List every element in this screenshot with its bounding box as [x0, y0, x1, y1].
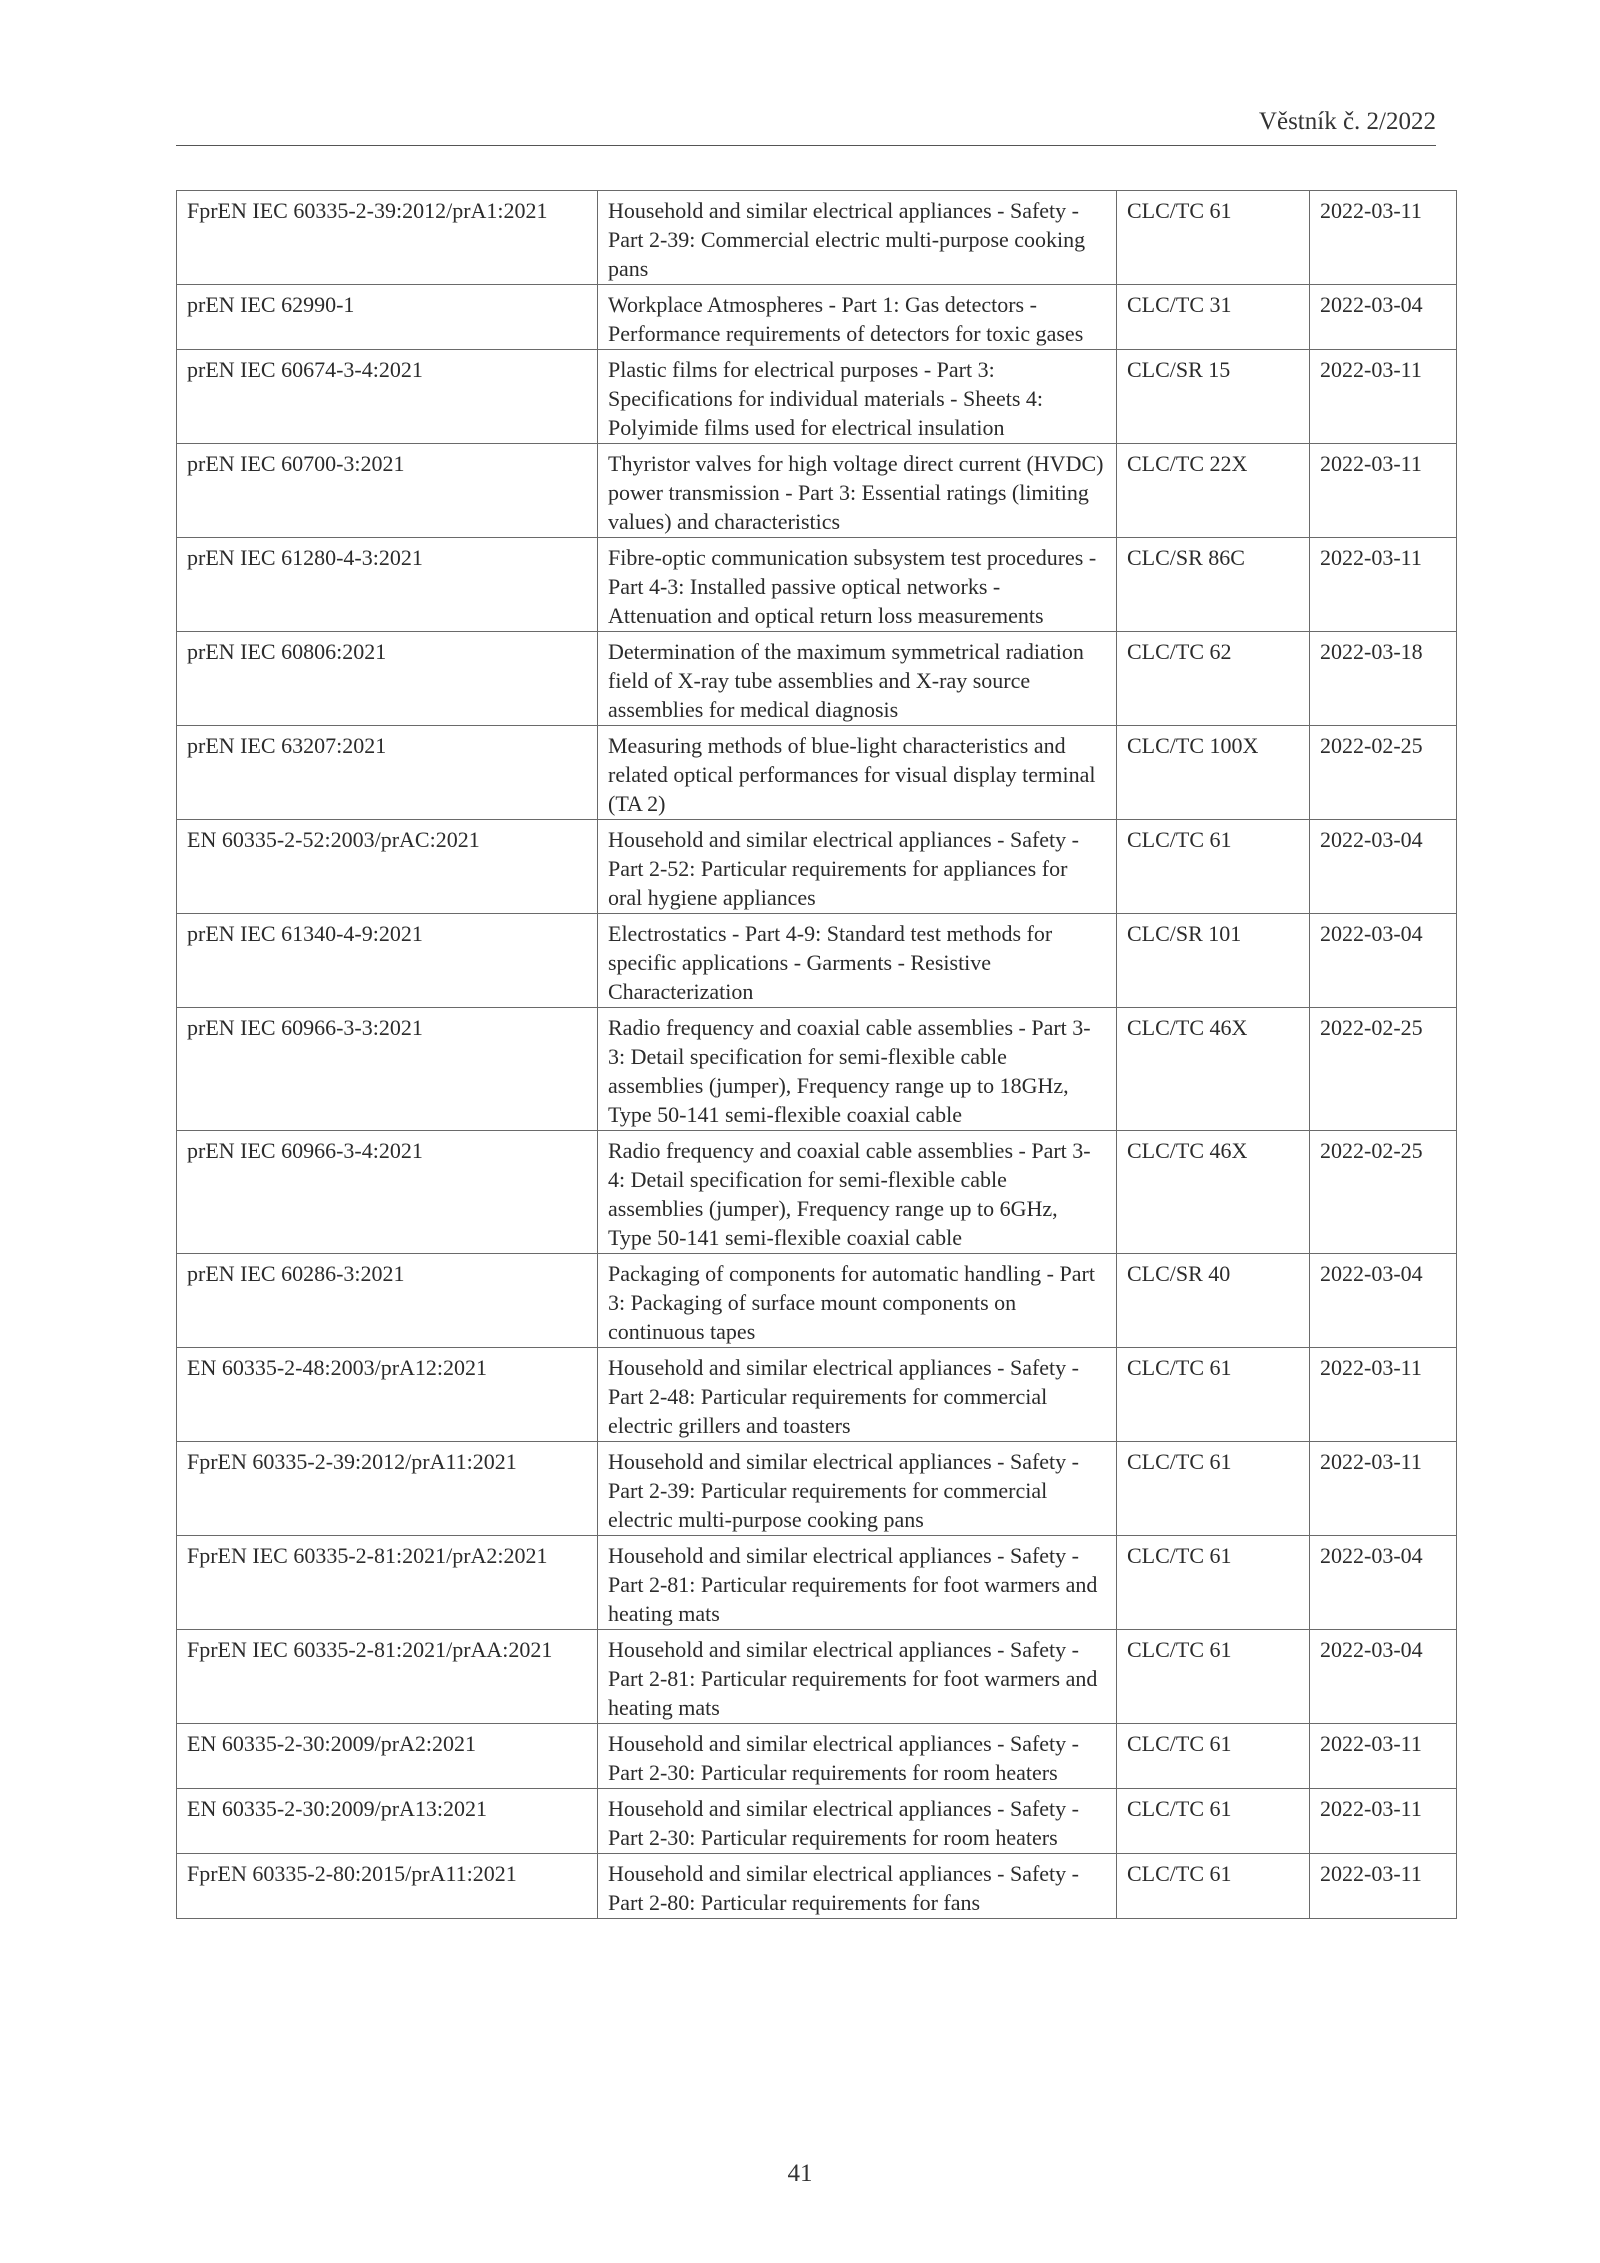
standard-title-cell: Radio frequency and coaxial cable assemblies - Part 3-3: Detail specification for semi-flexible cable assemblies (jumper), Frequency range up to 18GHz, Type 50-141 semi-flexible coaxial cable: [598, 1008, 1117, 1131]
standard-code-cell: prEN IEC 62990-1: [177, 285, 598, 350]
standard-title-cell: Radio frequency and coaxial cable assemblies - Part 3-4: Detail specification for semi-flexible cable assemblies (jumper), Frequency range up to 6GHz, Type 50-141 semi-flexible coaxial cable: [598, 1131, 1117, 1254]
table-row: [177, 1854, 1457, 1919]
standard-code-cell: FprEN IEC 60335-2-81:2021/prAA:2021: [177, 1630, 598, 1724]
header-rule: [176, 145, 1436, 146]
table-row: [177, 350, 1457, 444]
standard-title-cell: Measuring methods of blue-light characteristics and related optical performances for visual display terminal (TA 2): [598, 726, 1117, 820]
standard-title-cell: Household and similar electrical appliances - Safety - Part 2-30: Particular requirements for room heaters: [598, 1724, 1117, 1789]
table-row: [177, 444, 1457, 538]
standard-code-cell: EN 60335-2-30:2009/prA2:2021: [177, 1724, 598, 1789]
deadline-date-cell: 2022-03-04: [1310, 820, 1457, 914]
deadline-date-cell: 2022-02-25: [1310, 1131, 1457, 1254]
committee-cell: CLC/TC 61: [1117, 820, 1310, 914]
deadline-date-cell: 2022-03-11: [1310, 538, 1457, 632]
committee-cell: CLC/TC 22X: [1117, 444, 1310, 538]
table-row: [177, 1008, 1457, 1131]
committee-cell: CLC/SR 86C: [1117, 538, 1310, 632]
table-row: [177, 1131, 1457, 1254]
standard-code-cell: prEN IEC 61340-4-9:2021: [177, 914, 598, 1008]
table-row: [177, 1630, 1457, 1724]
standard-code-cell: prEN IEC 63207:2021: [177, 726, 598, 820]
table-row: [177, 538, 1457, 632]
standard-code-cell: FprEN IEC 60335-2-39:2012/prA1:2021: [177, 191, 598, 285]
standard-code-cell: prEN IEC 60674-3-4:2021: [177, 350, 598, 444]
committee-cell: CLC/TC 31: [1117, 285, 1310, 350]
committee-cell: CLC/TC 61: [1117, 1536, 1310, 1630]
committee-cell: CLC/TC 46X: [1117, 1131, 1310, 1254]
deadline-date-cell: 2022-03-18: [1310, 632, 1457, 726]
deadline-date-cell: 2022-03-04: [1310, 1254, 1457, 1348]
standard-code-cell: EN 60335-2-52:2003/prAC:2021: [177, 820, 598, 914]
standard-title-cell: Fibre-optic communication subsystem test procedures - Part 4-3: Installed passive optical networks - Attenuation and optical return loss measurements: [598, 538, 1117, 632]
standard-title-cell: Household and similar electrical appliances - Safety - Part 2-39: Commercial electric multi-purpose cooking pans: [598, 191, 1117, 285]
table-row: [177, 1254, 1457, 1348]
deadline-date-cell: 2022-03-11: [1310, 1724, 1457, 1789]
journal-header: Věstník č. 2/2022: [1258, 108, 1436, 135]
deadline-date-cell: 2022-03-11: [1310, 1789, 1457, 1854]
standards-table-body: [177, 191, 1457, 1919]
table-row: [177, 1789, 1457, 1854]
table-row: [177, 726, 1457, 820]
deadline-date-cell: 2022-03-04: [1310, 1536, 1457, 1630]
standard-code-cell: prEN IEC 60700-3:2021: [177, 444, 598, 538]
committee-cell: CLC/TC 46X: [1117, 1008, 1310, 1131]
standard-code-cell: FprEN 60335-2-39:2012/prA11:2021: [177, 1442, 598, 1536]
table-row: [177, 191, 1457, 285]
deadline-date-cell: 2022-03-11: [1310, 1854, 1457, 1919]
standards-table: [176, 190, 1457, 1919]
committee-cell: CLC/SR 15: [1117, 350, 1310, 444]
standard-title-cell: Household and similar electrical appliances - Safety - Part 2-80: Particular requirements for fans: [598, 1854, 1117, 1919]
standard-code-cell: prEN IEC 60966-3-3:2021: [177, 1008, 598, 1131]
deadline-date-cell: 2022-03-11: [1310, 444, 1457, 538]
committee-cell: CLC/TC 61: [1117, 1442, 1310, 1536]
deadline-date-cell: 2022-03-11: [1310, 1442, 1457, 1536]
standard-title-cell: Household and similar electrical appliances - Safety - Part 2-30: Particular requirements for room heaters: [598, 1789, 1117, 1854]
table-row: [177, 285, 1457, 350]
standard-title-cell: Determination of the maximum symmetrical radiation field of X-ray tube assemblies and X-ray source assemblies for medical diagnosis: [598, 632, 1117, 726]
standard-title-cell: Household and similar electrical appliances - Safety - Part 2-81: Particular requirements for foot warmers and heating mats: [598, 1536, 1117, 1630]
standard-code-cell: prEN IEC 60966-3-4:2021: [177, 1131, 598, 1254]
committee-cell: CLC/TC 100X: [1117, 726, 1310, 820]
standard-title-cell: Thyristor valves for high voltage direct current (HVDC) power transmission - Part 3: Essential ratings (limiting values) and characteristics: [598, 444, 1117, 538]
table-row: [177, 1724, 1457, 1789]
standard-title-cell: Workplace Atmospheres - Part 1: Gas detectors - Performance requirements of detectors for toxic gases: [598, 285, 1117, 350]
standard-code-cell: prEN IEC 61280-4-3:2021: [177, 538, 598, 632]
committee-cell: CLC/TC 61: [1117, 1854, 1310, 1919]
committee-cell: CLC/SR 40: [1117, 1254, 1310, 1348]
deadline-date-cell: 2022-03-04: [1310, 914, 1457, 1008]
table-row: [177, 820, 1457, 914]
standard-title-cell: Household and similar electrical appliances - Safety - Part 2-81: Particular requirements for foot warmers and heating mats: [598, 1630, 1117, 1724]
deadline-date-cell: 2022-03-11: [1310, 350, 1457, 444]
committee-cell: CLC/TC 61: [1117, 1724, 1310, 1789]
committee-cell: CLC/TC 61: [1117, 1348, 1310, 1442]
standard-title-cell: Household and similar electrical appliances - Safety - Part 2-48: Particular requirements for commercial electric grillers and toasters: [598, 1348, 1117, 1442]
table-row: [177, 914, 1457, 1008]
committee-cell: CLC/TC 61: [1117, 1789, 1310, 1854]
standard-code-cell: FprEN 60335-2-80:2015/prA11:2021: [177, 1854, 598, 1919]
table-row: [177, 632, 1457, 726]
deadline-date-cell: 2022-03-11: [1310, 191, 1457, 285]
standard-code-cell: EN 60335-2-48:2003/prA12:2021: [177, 1348, 598, 1442]
table-row: [177, 1442, 1457, 1536]
standard-title-cell: Packaging of components for automatic handling - Part 3: Packaging of surface mount components on continuous tapes: [598, 1254, 1117, 1348]
committee-cell: CLC/TC 61: [1117, 191, 1310, 285]
page-number: 41: [787, 2160, 813, 2187]
standard-code-cell: prEN IEC 60286-3:2021: [177, 1254, 598, 1348]
table-row: [177, 1536, 1457, 1630]
deadline-date-cell: 2022-02-25: [1310, 1008, 1457, 1131]
standard-title-cell: Household and similar electrical appliances - Safety - Part 2-39: Particular requirements for commercial electric multi-purpose cooking pans: [598, 1442, 1117, 1536]
deadline-date-cell: 2022-03-11: [1310, 1348, 1457, 1442]
committee-cell: CLC/TC 61: [1117, 1630, 1310, 1724]
standard-title-cell: Electrostatics - Part 4-9: Standard test methods for specific applications - Garments - Resistive Characterization: [598, 914, 1117, 1008]
committee-cell: CLC/SR 101: [1117, 914, 1310, 1008]
standard-code-cell: FprEN IEC 60335-2-81:2021/prA2:2021: [177, 1536, 598, 1630]
standard-title-cell: Plastic films for electrical purposes - Part 3: Specifications for individual materials - Sheets 4: Polyimide films used for electrical insulation: [598, 350, 1117, 444]
deadline-date-cell: 2022-02-25: [1310, 726, 1457, 820]
committee-cell: CLC/TC 62: [1117, 632, 1310, 726]
deadline-date-cell: 2022-03-04: [1310, 1630, 1457, 1724]
standard-title-cell: Household and similar electrical appliances - Safety - Part 2-52: Particular requirements for appliances for oral hygiene appliances: [598, 820, 1117, 914]
deadline-date-cell: 2022-03-04: [1310, 285, 1457, 350]
standard-code-cell: prEN IEC 60806:2021: [177, 632, 598, 726]
table-row: [177, 1348, 1457, 1442]
standard-code-cell: EN 60335-2-30:2009/prA13:2021: [177, 1789, 598, 1854]
